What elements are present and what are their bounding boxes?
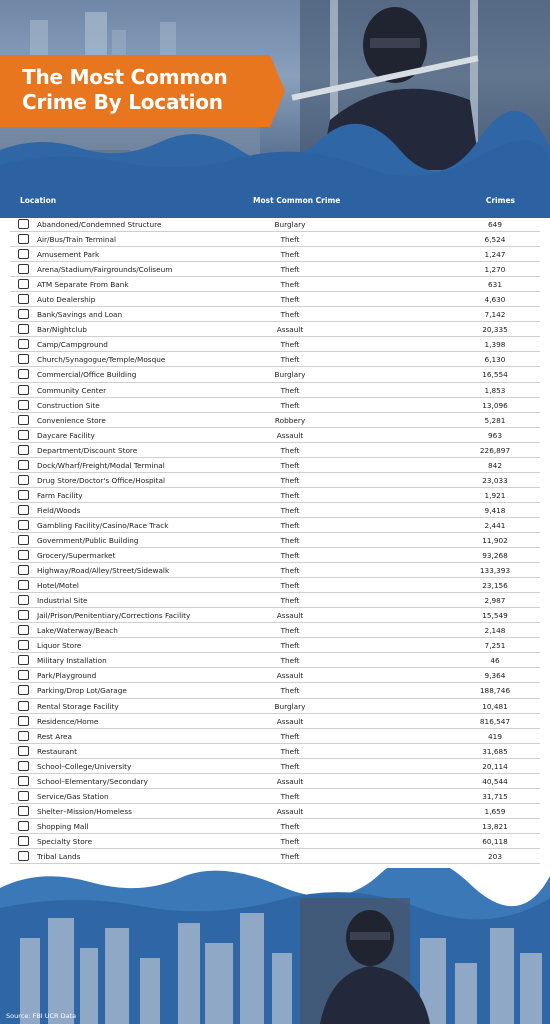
location-icon bbox=[18, 415, 29, 425]
crimes-cell: 226,897 bbox=[479, 445, 511, 455]
table-row bbox=[10, 774, 540, 789]
crime-cell: Theft bbox=[280, 355, 300, 365]
location-cell: Air/Bus/Train Terminal bbox=[37, 235, 117, 245]
crime-cell: Assault bbox=[276, 611, 304, 621]
crimes-cell: 6,524 bbox=[484, 235, 506, 245]
location-icon bbox=[18, 625, 29, 635]
location-icon bbox=[18, 460, 29, 470]
crimes-cell: 16,554 bbox=[482, 370, 508, 380]
location-cell: Auto Dealership bbox=[37, 295, 96, 305]
location-icon bbox=[18, 761, 29, 771]
location-cell: Liquor Store bbox=[37, 641, 82, 651]
location-icon bbox=[18, 655, 29, 665]
location-icon bbox=[18, 806, 29, 816]
crime-cell: Assault bbox=[276, 806, 304, 816]
crimes-cell: 1,853 bbox=[484, 385, 506, 395]
crime-cell: Theft bbox=[280, 746, 300, 756]
table-row bbox=[10, 488, 540, 503]
table-row bbox=[10, 443, 540, 458]
crimes-cell: 1,921 bbox=[484, 490, 506, 500]
location-icon bbox=[18, 851, 29, 861]
location-icon bbox=[18, 369, 29, 379]
location-cell: School–College/University bbox=[37, 761, 132, 771]
crime-cell: Robbery bbox=[274, 415, 306, 425]
location-cell: Church/Synagogue/Temple/Mosque bbox=[37, 355, 166, 365]
location-icon bbox=[18, 309, 29, 319]
crimes-cell: 631 bbox=[488, 280, 502, 290]
location-cell: Tribal Lands bbox=[37, 851, 81, 861]
crime-cell: Burglary bbox=[274, 220, 306, 229]
crime-cell: Theft bbox=[280, 656, 300, 666]
location-icon bbox=[18, 219, 29, 229]
column-header-location: Location bbox=[20, 196, 57, 205]
crime-cell: Assault bbox=[276, 776, 304, 786]
crime-cell: Theft bbox=[280, 235, 300, 245]
crime-cell: Theft bbox=[280, 791, 300, 801]
table-row bbox=[10, 367, 540, 382]
location-icon bbox=[18, 520, 29, 530]
location-icon bbox=[18, 234, 29, 244]
crimes-cell: 31,685 bbox=[482, 746, 508, 756]
crime-cell: Theft bbox=[280, 626, 300, 636]
table-row bbox=[10, 804, 540, 819]
location-cell: Gambling Facility/Casino/Race Track bbox=[37, 520, 169, 530]
table-row bbox=[10, 322, 540, 337]
table-row bbox=[10, 563, 540, 578]
crime-cell: Theft bbox=[280, 400, 300, 410]
crimes-cell: 9,364 bbox=[484, 671, 506, 681]
location-icon bbox=[18, 595, 29, 605]
table-row bbox=[10, 653, 540, 668]
crime-cell: Theft bbox=[280, 596, 300, 606]
table-row bbox=[10, 307, 540, 322]
crimes-cell: 20,114 bbox=[482, 761, 508, 771]
crime-cell: Assault bbox=[276, 671, 304, 681]
location-icon bbox=[18, 640, 29, 650]
crimes-cell: 40,544 bbox=[482, 776, 508, 786]
crimes-cell: 1,270 bbox=[484, 265, 506, 275]
location-cell: Daycare Facility bbox=[37, 430, 95, 440]
location-cell: Rental Storage Facility bbox=[37, 701, 119, 711]
table-row bbox=[10, 247, 540, 262]
location-cell: Lake/Waterway/Beach bbox=[37, 626, 118, 636]
crimes-cell: 5,281 bbox=[484, 415, 506, 425]
crimes-cell: 188,746 bbox=[479, 686, 511, 696]
location-icon bbox=[18, 836, 29, 846]
location-icon bbox=[18, 610, 29, 620]
table-row bbox=[10, 518, 540, 533]
location-cell: Department/Discount Store bbox=[37, 445, 138, 455]
location-icon bbox=[18, 264, 29, 274]
table-row bbox=[10, 548, 540, 563]
location-icon bbox=[18, 445, 29, 455]
location-cell: Rest Area bbox=[37, 731, 73, 741]
location-icon bbox=[18, 565, 29, 575]
location-icon bbox=[18, 505, 29, 515]
crimes-cell: 13,096 bbox=[482, 400, 508, 410]
crimes-cell: 963 bbox=[488, 430, 502, 440]
location-cell: Drug Store/Doctor's Office/Hospital bbox=[37, 475, 166, 485]
location-icon bbox=[18, 776, 29, 786]
location-icon bbox=[18, 430, 29, 440]
location-icon bbox=[18, 490, 29, 500]
crimes-cell: 4,630 bbox=[484, 295, 506, 305]
location-icon bbox=[18, 294, 29, 304]
table-row bbox=[10, 262, 540, 277]
table-row bbox=[10, 473, 540, 488]
table-row bbox=[10, 759, 540, 774]
crimes-cell: 1,398 bbox=[484, 340, 506, 350]
table-row bbox=[10, 383, 540, 398]
crimes-cell: 23,033 bbox=[482, 475, 508, 485]
crimes-cell: 2,441 bbox=[484, 520, 506, 530]
location-cell: Industrial Site bbox=[37, 596, 88, 606]
table-row bbox=[10, 217, 540, 232]
location-icon bbox=[18, 475, 29, 485]
location-cell: Shopping Mall bbox=[37, 821, 89, 831]
crime-cell: Theft bbox=[280, 460, 300, 470]
crime-cell: Theft bbox=[280, 490, 300, 500]
table-row bbox=[10, 623, 540, 638]
crime-cell: Theft bbox=[280, 280, 300, 290]
location-cell: Community Center bbox=[37, 385, 107, 395]
location-cell: School–Elementary/Secondary bbox=[37, 776, 148, 786]
table-row bbox=[10, 638, 540, 653]
crimes-cell: 1,659 bbox=[484, 806, 506, 816]
crimes-cell: 20,335 bbox=[482, 325, 508, 335]
table-row bbox=[10, 714, 540, 729]
table-row bbox=[10, 608, 540, 623]
crimes-cell: 93,268 bbox=[482, 551, 508, 561]
crimes-cell: 1,247 bbox=[484, 250, 506, 260]
crime-table bbox=[10, 217, 540, 864]
crime-cell: Burglary bbox=[274, 701, 306, 711]
footer-illustration bbox=[0, 868, 550, 1024]
crime-cell: Theft bbox=[280, 821, 300, 831]
table-row bbox=[10, 428, 540, 443]
crimes-cell: 649 bbox=[488, 220, 502, 229]
location-icon bbox=[18, 324, 29, 334]
crime-cell: Theft bbox=[280, 551, 300, 561]
location-cell: Amusement Park bbox=[37, 250, 100, 260]
table-row bbox=[10, 849, 540, 864]
table-row bbox=[10, 834, 540, 849]
header-illustration bbox=[0, 0, 550, 218]
title-line-1: The Most Common bbox=[22, 65, 228, 89]
table-row bbox=[10, 744, 540, 759]
location-icon bbox=[18, 746, 29, 756]
crimes-cell: 816,547 bbox=[479, 716, 511, 726]
table-row bbox=[10, 699, 540, 714]
crimes-cell: 23,156 bbox=[482, 581, 508, 591]
table-row bbox=[10, 819, 540, 834]
location-icon bbox=[18, 249, 29, 259]
crimes-cell: 7,142 bbox=[484, 310, 506, 320]
crimes-cell: 133,393 bbox=[479, 566, 511, 576]
table-row bbox=[10, 398, 540, 413]
location-icon bbox=[18, 701, 29, 711]
table-row bbox=[10, 593, 540, 608]
crimes-cell: 7,251 bbox=[484, 641, 506, 651]
crimes-cell: 11,902 bbox=[482, 535, 508, 545]
source-note: Source: FBI UCR Data bbox=[6, 1012, 77, 1020]
table-row bbox=[10, 352, 540, 367]
crimes-cell: 2,148 bbox=[484, 626, 506, 636]
crimes-cell: 60,118 bbox=[482, 836, 508, 846]
table-row bbox=[10, 232, 540, 247]
location-icon bbox=[18, 535, 29, 545]
location-cell: Construction Site bbox=[37, 400, 100, 410]
crime-cell: Theft bbox=[280, 566, 300, 576]
location-cell: Commercial/Office Building bbox=[37, 370, 137, 380]
crimes-cell: 13,821 bbox=[482, 821, 508, 831]
crime-cell: Theft bbox=[280, 761, 300, 771]
location-cell: Bank/Savings and Loan bbox=[37, 310, 123, 320]
column-header-crimes: Crimes bbox=[485, 196, 515, 205]
location-cell: ATM Separate From Bank bbox=[37, 280, 129, 290]
crime-cell: Theft bbox=[280, 310, 300, 320]
crime-cell: Assault bbox=[276, 325, 304, 335]
crime-cell: Theft bbox=[280, 851, 300, 861]
table-row bbox=[10, 277, 540, 292]
location-cell: Service/Gas Station bbox=[37, 791, 109, 801]
location-icon bbox=[18, 821, 29, 831]
location-icon bbox=[18, 339, 29, 349]
crime-cell: Theft bbox=[280, 686, 300, 696]
crime-cell: Theft bbox=[280, 475, 300, 485]
crime-cell: Theft bbox=[280, 641, 300, 651]
location-icon bbox=[18, 685, 29, 695]
location-cell: Government/Public Building bbox=[37, 535, 139, 545]
crime-cell: Theft bbox=[280, 385, 300, 395]
crimes-cell: 203 bbox=[488, 851, 502, 861]
location-icon bbox=[18, 354, 29, 364]
location-cell: Grocery/Supermarket bbox=[37, 551, 116, 561]
location-cell: Jail/Prison/Penitentiary/Corrections Facility bbox=[37, 611, 191, 621]
location-cell: Convenience Store bbox=[37, 415, 106, 425]
location-cell: Hotel/Motel bbox=[37, 581, 79, 591]
table-row bbox=[10, 578, 540, 593]
table-row bbox=[10, 533, 540, 548]
crimes-cell: 10,481 bbox=[482, 701, 508, 711]
crime-cell: Assault bbox=[276, 716, 304, 726]
location-icon bbox=[18, 580, 29, 590]
location-cell: Dock/Wharf/Freight/Modal Terminal bbox=[37, 460, 165, 470]
table-row bbox=[10, 789, 540, 804]
table-row bbox=[10, 413, 540, 428]
location-icon bbox=[18, 279, 29, 289]
crimes-cell: 842 bbox=[488, 460, 502, 470]
location-icon bbox=[18, 670, 29, 680]
location-cell: Bar/Nightclub bbox=[37, 325, 87, 335]
location-icon bbox=[18, 791, 29, 801]
crime-cell: Theft bbox=[280, 505, 300, 515]
crime-cell: Theft bbox=[280, 265, 300, 275]
page-title bbox=[22, 65, 272, 115]
location-cell: Restaurant bbox=[37, 746, 77, 756]
location-icon bbox=[18, 400, 29, 410]
crime-cell: Theft bbox=[280, 581, 300, 591]
column-header-crime: Most Common Crime bbox=[253, 196, 341, 205]
location-cell: Farm Facility bbox=[37, 490, 83, 500]
title-line-2: Crime By Location bbox=[22, 90, 223, 114]
table-row bbox=[10, 668, 540, 683]
crimes-cell: 31,715 bbox=[482, 791, 508, 801]
location-cell: Highway/Road/Alley/Street/Sidewalk bbox=[37, 566, 170, 576]
location-cell: Arena/Stadium/Fairgrounds/Coliseum bbox=[37, 265, 173, 275]
crime-cell: Burglary bbox=[274, 370, 306, 380]
column-header-bar bbox=[0, 190, 550, 216]
crime-cell: Theft bbox=[280, 535, 300, 545]
crimes-cell: 15,549 bbox=[482, 611, 508, 621]
location-cell: Residence/Home bbox=[37, 716, 99, 726]
crimes-cell: 419 bbox=[488, 731, 502, 741]
table-row bbox=[10, 683, 540, 698]
location-cell: Park/Playground bbox=[37, 671, 97, 681]
crime-cell: Theft bbox=[280, 836, 300, 846]
location-cell: Field/Woods bbox=[37, 505, 81, 515]
crime-cell: Theft bbox=[280, 445, 300, 455]
location-cell: Parking/Drop Lot/Garage bbox=[37, 686, 127, 696]
location-cell: Shelter–Mission/Homeless bbox=[37, 806, 132, 816]
location-cell: Abandoned/Condemned Structure bbox=[37, 220, 162, 229]
location-icon bbox=[18, 385, 29, 395]
crimes-cell: 46 bbox=[490, 656, 500, 666]
table-row bbox=[10, 503, 540, 518]
footer-art bbox=[0, 868, 550, 1024]
location-icon bbox=[18, 731, 29, 741]
location-cell: Specialty Store bbox=[37, 836, 93, 846]
crime-cell: Assault bbox=[276, 430, 304, 440]
location-icon bbox=[18, 716, 29, 726]
crimes-cell: 2,987 bbox=[484, 596, 506, 606]
crimes-cell: 6,130 bbox=[484, 355, 506, 365]
location-cell: Military Installation bbox=[37, 656, 107, 666]
crime-cell: Theft bbox=[280, 295, 300, 305]
table-row bbox=[10, 337, 540, 352]
location-icon bbox=[18, 550, 29, 560]
crime-cell: Theft bbox=[280, 520, 300, 530]
crimes-cell: 9,418 bbox=[484, 505, 506, 515]
table-row bbox=[10, 729, 540, 744]
crime-cell: Theft bbox=[280, 731, 300, 741]
crime-cell: Theft bbox=[280, 340, 300, 350]
crime-cell: Theft bbox=[280, 250, 300, 260]
table-row bbox=[10, 292, 540, 307]
location-cell: Camp/Campground bbox=[37, 340, 108, 350]
table-row bbox=[10, 458, 540, 473]
